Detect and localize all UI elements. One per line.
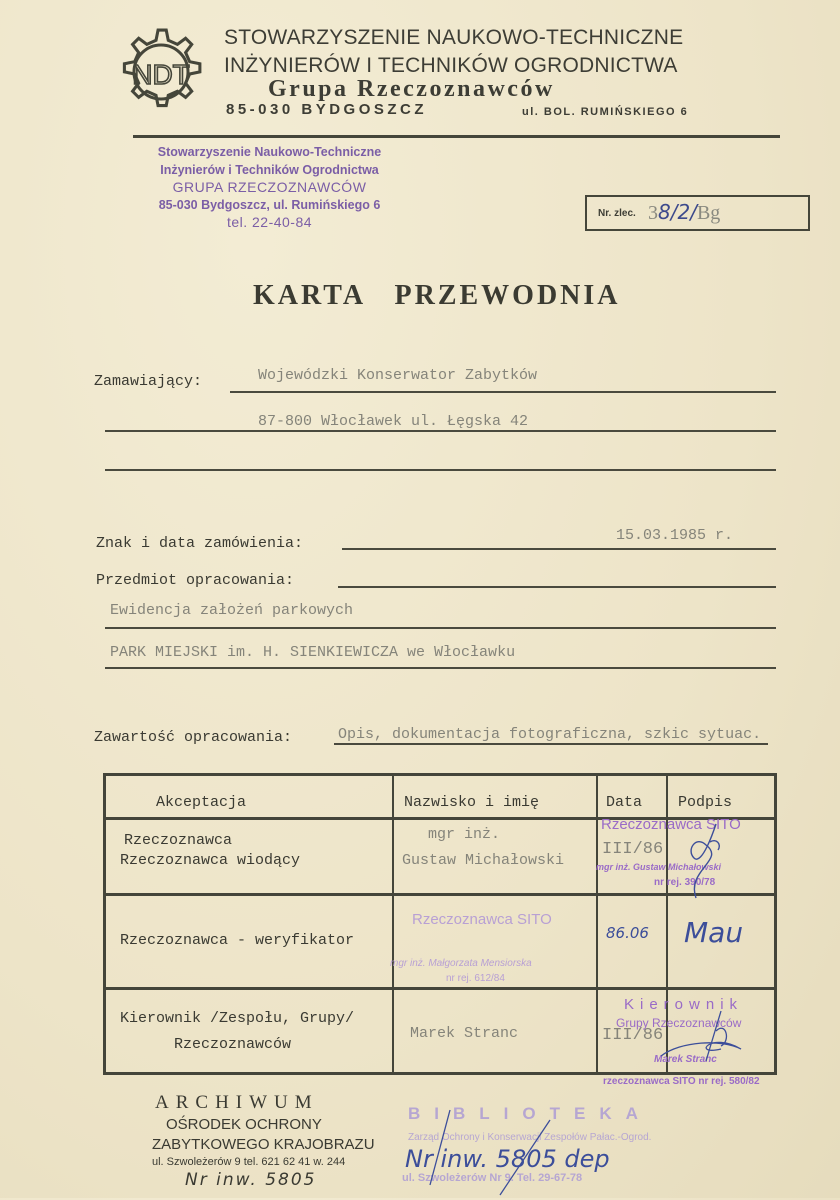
strike-through-icon — [400, 1105, 660, 1200]
archive-stamp-line: ZABYTKOWEGO KRAJOBRAZU — [152, 1136, 375, 1153]
field-line — [338, 586, 776, 588]
row2-role: Rzeczoznawca - weryfikator — [120, 932, 355, 949]
page-title: KARTA PRZEWODNIA — [253, 280, 621, 311]
header-org-name: STOWARZYSZENIE NAUKOWO-TECHNICZNE — [224, 26, 684, 49]
col-divider — [392, 776, 394, 1072]
reference-typed: 3 — [648, 202, 658, 224]
row3-role-2: Rzeczoznawców — [174, 1036, 292, 1053]
archive-inventory-number: Nr inw. 5805 — [185, 1170, 317, 1190]
row1-role: Rzeczoznawca — [124, 832, 233, 849]
field-line — [342, 548, 776, 550]
header-group-name: Grupa Rzeczoznawców — [268, 76, 555, 102]
client-value-line1: Wojewódzki Konserwator Zabytków — [258, 367, 538, 384]
row1-role-2: Rzeczoznawca wiodący — [120, 852, 301, 869]
subject-value-line2: PARK MIEJSKI im. H. SIENKIEWICZA we Włocławku — [110, 644, 516, 661]
stamp-line: 85-030 Bydgoszcz, ul. Rumińskiego 6 — [158, 197, 381, 212]
row3-stamp-group: Grupy Rzeczoznawców — [616, 1016, 742, 1030]
row-divider — [106, 987, 774, 990]
order-label: Znak i data zamówienia: — [96, 535, 304, 552]
row1-stamp-reg: nr rej. 390/78 — [654, 877, 716, 888]
archive-stamp-line: OŚRODEK OCHRONY — [166, 1116, 322, 1133]
archive-stamp-address: ul. Szwoleżerów 9 tel. 621 62 41 w. 244 — [152, 1156, 346, 1168]
header-divider — [133, 135, 780, 138]
field-line — [334, 743, 768, 745]
library-stamp-line: Zarząd Ochrony i Konserwacji Zespołów Pałac.-Ogrod. — [408, 1132, 652, 1143]
archive-stamp-title: ARCHIWUM — [155, 1092, 319, 1113]
client-label: Zamawiający: — [94, 373, 203, 390]
row3-stamp-title: Kierownik — [624, 996, 744, 1013]
row1-signature-icon — [676, 820, 736, 900]
stamp-line: GRUPA RZECZOZNAWCÓW — [172, 179, 367, 195]
row-divider — [106, 893, 774, 896]
header-akceptacja: Akceptacja — [156, 794, 247, 811]
field-line — [105, 469, 776, 471]
library-stamp-address: ul. Szwoleżerów Nr 9. Tel. 29-67-78 — [402, 1172, 583, 1184]
subject-value-line1: Ewidencja założeń parkowych — [110, 602, 354, 619]
field-line — [105, 627, 776, 629]
acceptance-table — [103, 773, 777, 1075]
row1-date: III/86 — [602, 840, 664, 859]
reference-suffix: Bg — [696, 202, 721, 224]
org-stamp — [142, 144, 397, 232]
reference-value — [648, 200, 720, 225]
row2-date: 86.06 — [606, 924, 649, 942]
row3-stamp-name: Marek Stranc — [654, 1054, 717, 1065]
row1-stamp-name: mgr inż. Gustaw Michałowski — [596, 862, 722, 872]
row2-stamp-name: mgr inż. Małgorzata Mensiorska — [390, 958, 532, 969]
row2-stamp-reg: nr rej. 612/84 — [446, 973, 505, 984]
row3-stamp-reg: rzeczoznawca SITO nr rej. 580/82 — [603, 1076, 760, 1087]
header-podpis: Podpis — [678, 794, 733, 811]
field-line — [105, 430, 776, 432]
logo-text: NDT — [132, 59, 190, 90]
header-street: ul. BOL. RUMIŃSKIEGO 6 — [522, 106, 689, 118]
header-nazwisko: Nazwisko i imię — [404, 794, 540, 811]
content-label: Zawartość opracowania: — [94, 729, 293, 746]
field-line — [230, 391, 776, 393]
header-org-name-2: INŻYNIERÓW I TECHNIKÓW OGRODNICTWA — [224, 54, 678, 77]
row3-signature-icon — [651, 1001, 771, 1071]
field-line — [105, 667, 776, 669]
reference-handwritten: 8/2/ — [658, 200, 697, 224]
library-stamp-title: BIBLIOTEKA — [408, 1104, 652, 1123]
ndt-logo-icon — [108, 18, 214, 122]
stamp-line: Stowarzyszenie Naukowo-Techniczne — [157, 145, 382, 159]
row3-role: Kierownik /Zespołu, Grupy/ — [120, 1010, 355, 1027]
row3-name: Marek Stranc — [410, 1025, 519, 1042]
client-value-line2: 87-800 Włocławek ul. Łęgska 42 — [258, 413, 529, 430]
row2-signature: Mau — [684, 916, 744, 949]
reference-label: Nr. zlec. — [598, 208, 636, 219]
order-date: 15.03.1985 r. — [616, 527, 734, 544]
col-divider — [596, 776, 598, 1072]
row1-name-title: mgr inż. — [428, 826, 501, 843]
content-value: Opis, dokumentacja fotograficzna, szkic sytuac. — [338, 726, 762, 743]
header-city: 85-030 BYDGOSZCZ — [226, 101, 428, 118]
row2-stamp-title: Rzeczoznawca SITO — [412, 911, 552, 928]
stamp-line: Inżynierów i Techników Ogrodnictwa — [160, 162, 379, 177]
stamp-line: tel. 22-40-84 — [226, 214, 313, 230]
subject-label: Przedmiot opracowania: — [96, 572, 295, 589]
row1-stamp-title: Rzeczoznawca SITO — [601, 816, 741, 833]
row3-date: III/86 — [602, 1026, 664, 1045]
header-data: Data — [606, 794, 643, 811]
library-inventory-number: Nr inw. 5805 dep — [405, 1145, 610, 1173]
row1-name: Gustaw Michałowski — [402, 852, 565, 869]
